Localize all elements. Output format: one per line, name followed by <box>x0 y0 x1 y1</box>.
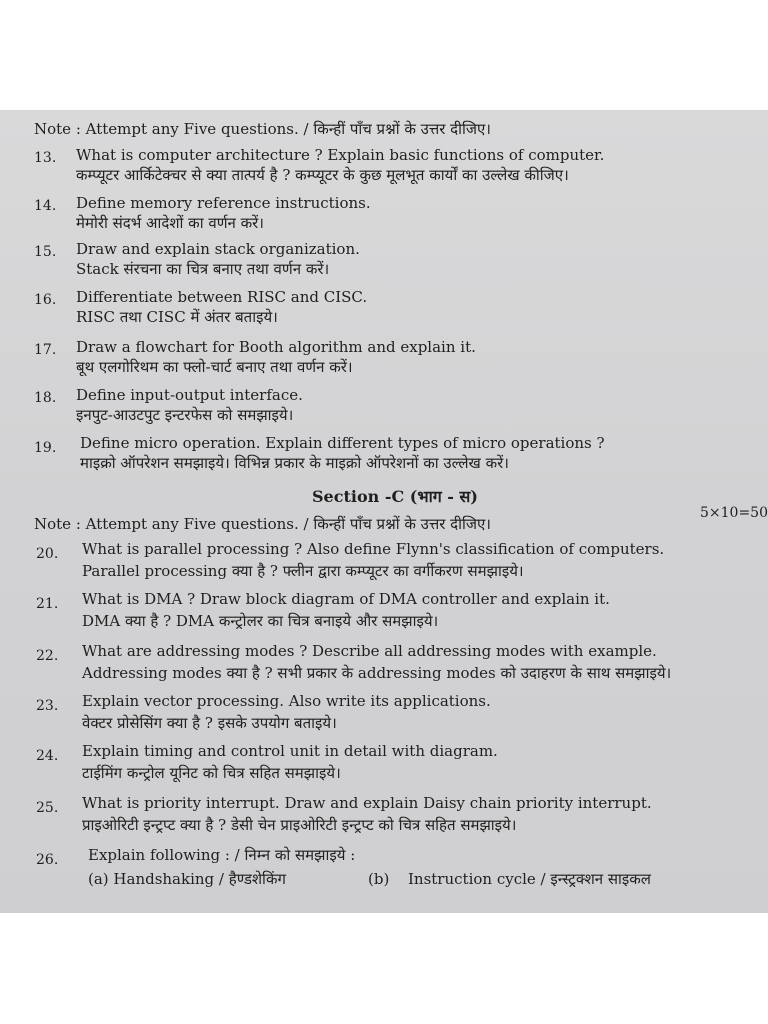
question-text-en: What is DMA ? Draw block diagram of DMA controller and explain it. <box>82 590 610 608</box>
question-number: 22. <box>36 648 59 664</box>
option-a: (a) Handshaking / हैण्डशेकिंग <box>88 870 286 888</box>
question-number: 26. <box>36 852 59 868</box>
question-number: 19. <box>34 440 57 456</box>
question-number: 23. <box>36 698 59 714</box>
question-text-hi: Stack संरचना का चित्र बनाए तथा वर्णन करें। <box>76 260 330 278</box>
question-text-en: What are addressing modes ? Describe all addressing modes with example. <box>82 642 657 660</box>
question-number: 24. <box>36 748 59 764</box>
question-text-en: Differentiate between RISC and CISC. <box>76 288 368 306</box>
question-text-en: Draw a flowchart for Booth algorithm and explain it. <box>76 338 476 356</box>
section-c-title: Section -C (भाग - स) <box>312 487 478 506</box>
note-section-c: Note : Attempt any Five questions. / किन्हीं पाँच प्रश्नों के उत्तर दीजिए। <box>34 515 491 533</box>
option-b: Instruction cycle / इन्स्ट्रक्शन साइकल <box>408 870 651 888</box>
question-text-en: Define memory reference instructions. <box>76 194 371 212</box>
question-number: 21. <box>36 596 59 612</box>
question-text-en: What is computer architecture ? Explain basic functions of computer. <box>76 146 605 164</box>
question-text-hi: माइक्रो ऑपरेशन समझाइये। विभिन्न प्रकार के माइक्रो ऑपरेशनों का उल्लेख करें। <box>80 454 509 472</box>
question-text-en: Define micro operation. Explain different types of micro operations ? <box>80 434 605 452</box>
question-number: 15. <box>34 244 57 260</box>
question-text-hi: मेमोरी संदर्भ आदेशों का वर्णन करें। <box>76 214 264 232</box>
question-number: 20. <box>36 546 59 562</box>
question-text-en: What is priority interrupt. Draw and explain Daisy chain priority interrupt. <box>82 794 652 812</box>
question-text-hi: बूथ एलगोरिथम का फ्लो-चार्ट बनाए तथा वर्णन करें। <box>76 358 353 376</box>
question-text-hi: Parallel processing क्या है ? फ्लीन द्वारा कम्प्यूटर का वर्गीकरण समझाइये। <box>82 562 524 580</box>
question-number: 14. <box>34 198 57 214</box>
note-top: Note : Attempt any Five questions. / किन्हीं पाँच प्रश्नों के उत्तर दीजिए। <box>34 120 491 138</box>
question-text-en: Explain vector processing. Also write its applications. <box>82 692 491 710</box>
question-text-hi: कम्प्यूटर आर्किटेक्चर से क्या तात्पर्य है ? कम्प्यूटर के कुछ मूलभूत कार्यों का उल्लेख कीजिए। <box>76 166 569 184</box>
question-number: 25. <box>36 800 59 816</box>
question-number: 18. <box>34 390 57 406</box>
question-text-en: Define input-output interface. <box>76 386 303 404</box>
question-text-hi: इनपुट-आउटपुट इन्टरफेस को समझाइये। <box>76 406 294 424</box>
question-number: 17. <box>34 342 57 358</box>
section-c-marks: 5×10=50 <box>700 505 768 521</box>
question-text-hi: Addressing modes क्या है ? सभी प्रकार के addressing modes को उदाहरण के साथ समझाइये। <box>82 664 672 682</box>
question-number: 13. <box>34 150 57 166</box>
question-text-hi: टाईमिंग कन्ट्रोल यूनिट को चित्र सहित समझाइये। <box>82 764 341 782</box>
question-text-hi: वेक्टर प्रोसेसिंग क्या है ? इसके उपयोग बताइये। <box>82 714 337 732</box>
exam-paper <box>0 110 768 913</box>
question-text-hi: प्राइओरिटी इन्ट्रप्ट क्या है ? डेसी चेन प्राइओरिटी इन्ट्रप्ट को चित्र सहित समझाइये। <box>82 816 517 834</box>
question-number: 16. <box>34 292 57 308</box>
question-text-hi: RISC तथा CISC में अंतर बताइये। <box>76 308 278 326</box>
question-text-en: Explain timing and control unit in detail with diagram. <box>82 742 498 760</box>
question-text-hi: DMA क्या है ? DMA कन्ट्रोलर का चित्र बनाइये और समझाइये। <box>82 612 439 630</box>
question-text-en: What is parallel processing ? Also define Flynn's classification of computers. <box>82 540 665 558</box>
question-text-en: Draw and explain stack organization. <box>76 240 360 258</box>
option-b-label: (b) <box>368 870 390 888</box>
question-text-en: Explain following : / निम्न को समझाइये : <box>88 846 356 864</box>
